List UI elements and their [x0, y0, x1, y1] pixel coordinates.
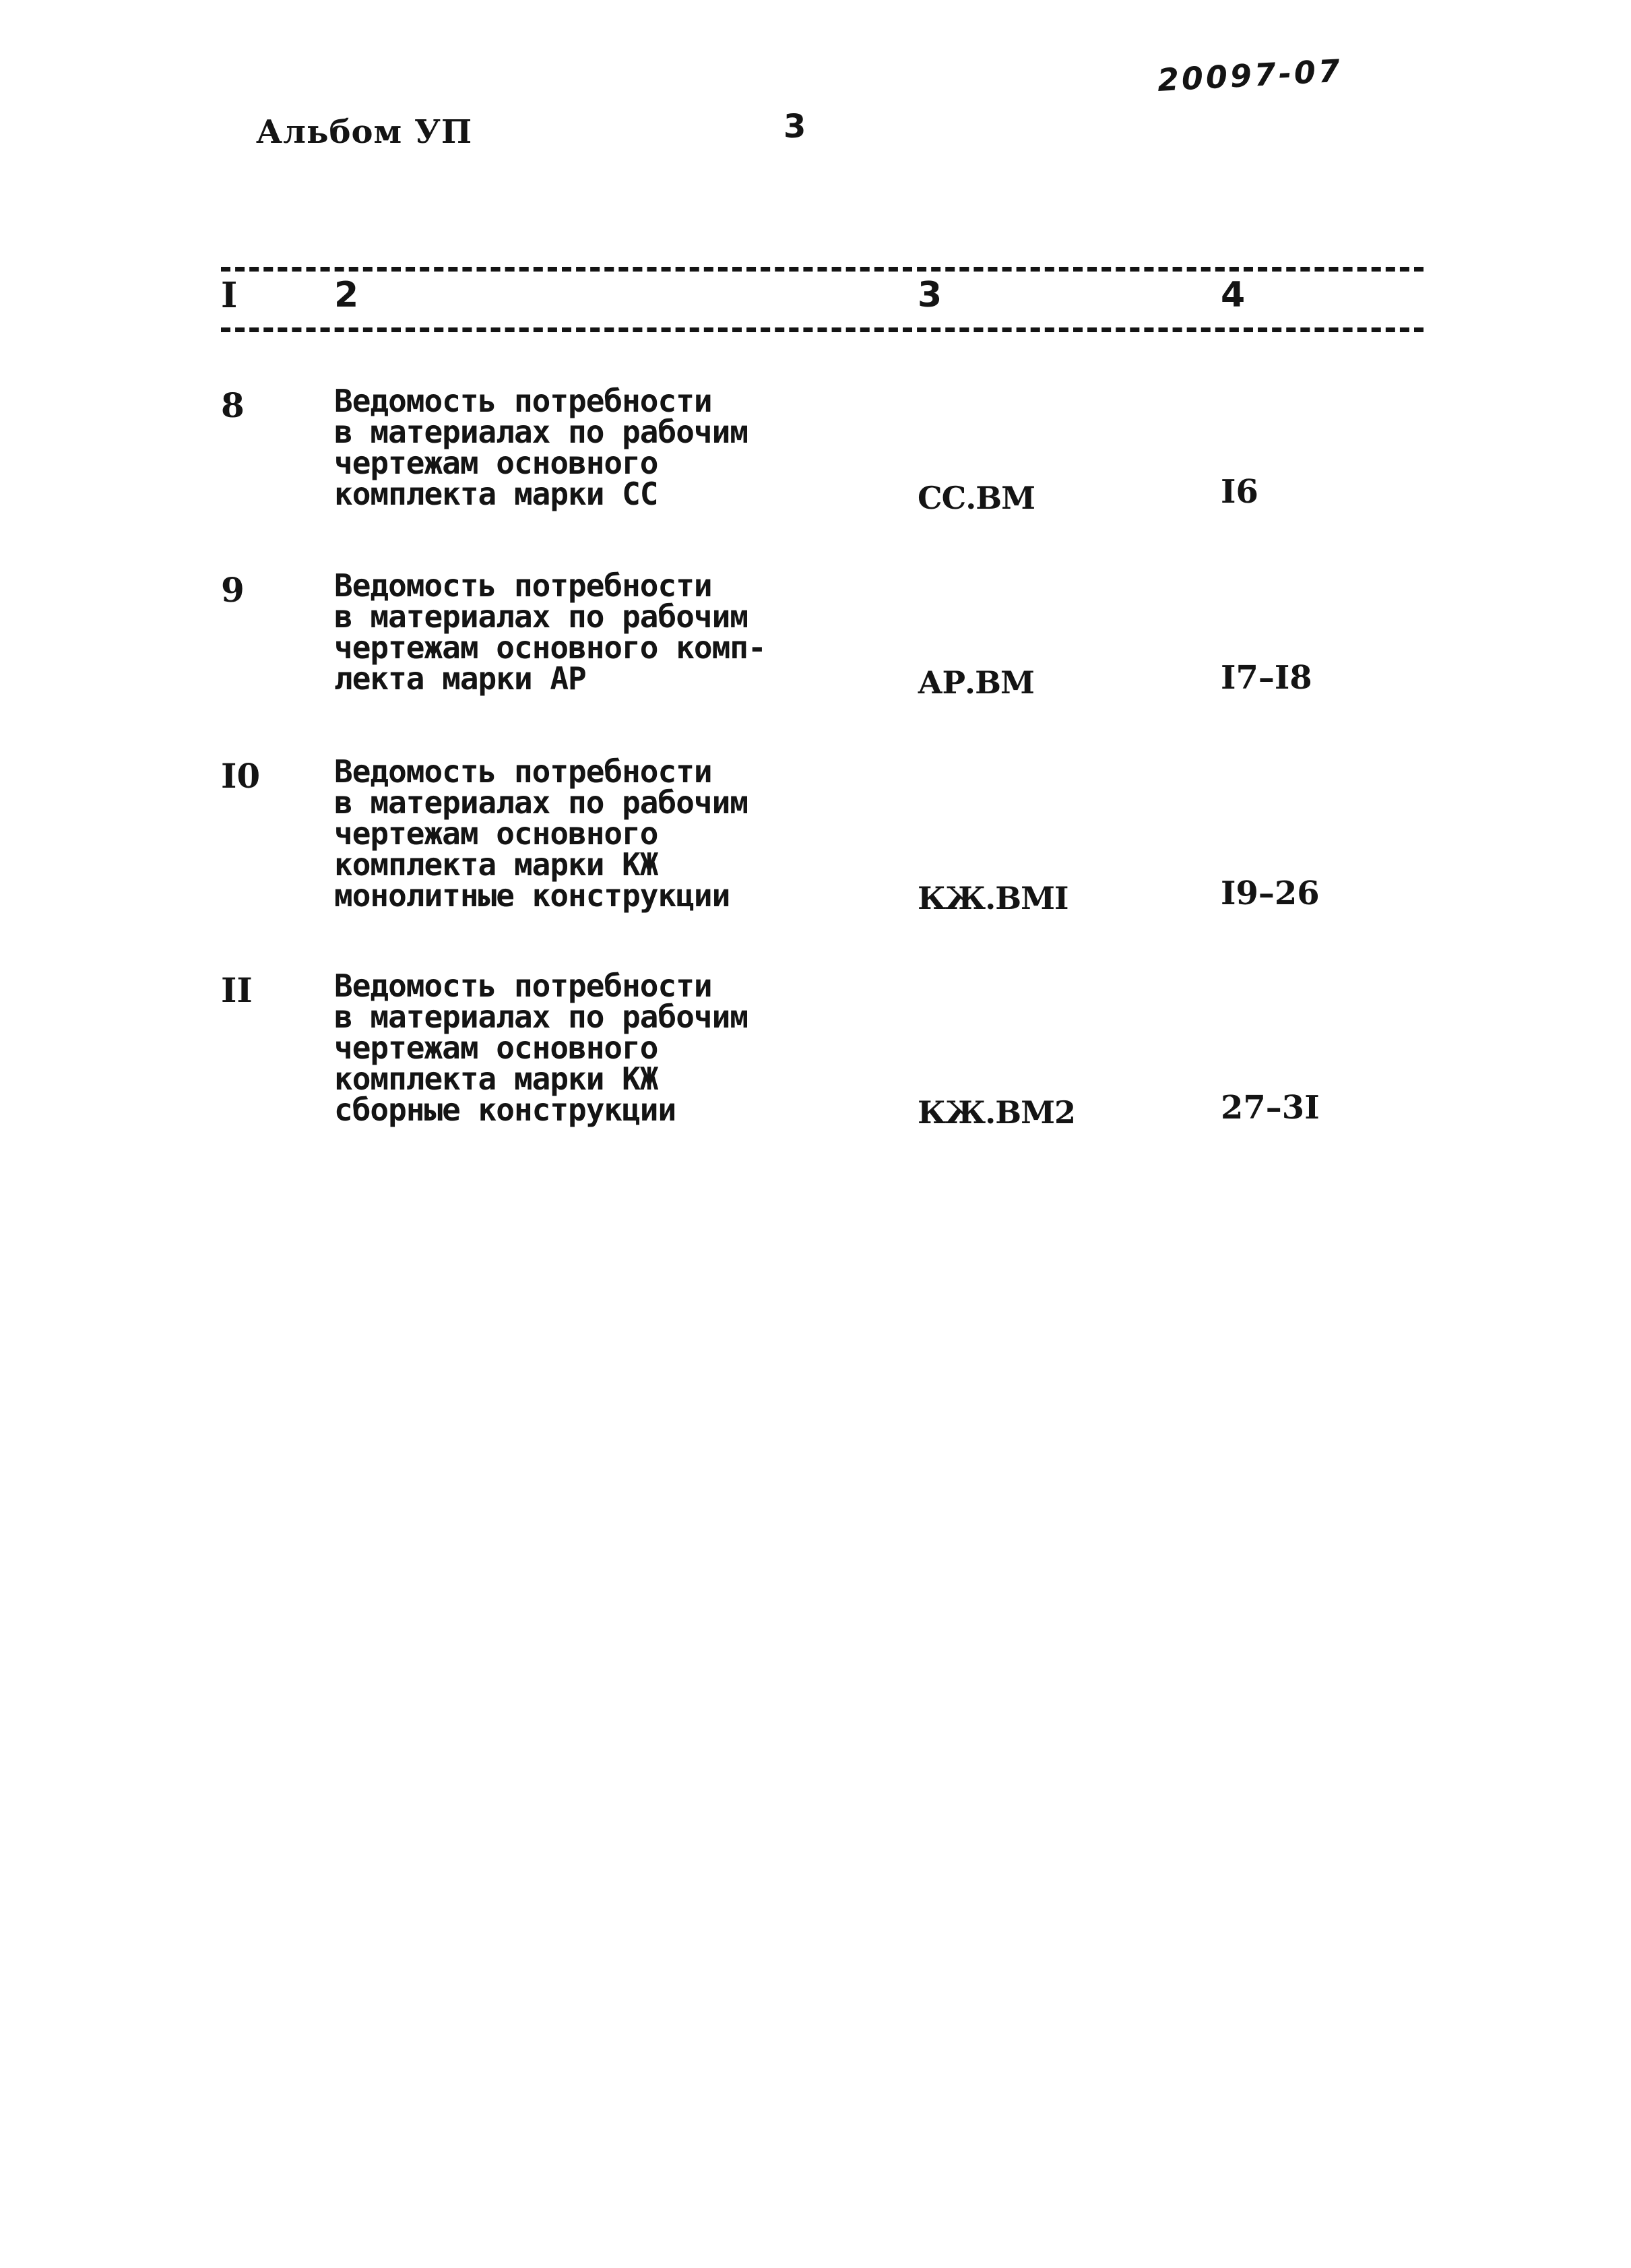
description-line: чертежам основного — [334, 1030, 658, 1066]
description-line: лекта марки АР — [334, 660, 586, 697]
description-line: в материалах по рабочим — [334, 414, 748, 450]
row-number: II — [221, 970, 253, 1010]
column-header-2: 2 — [334, 275, 359, 315]
description-line: монолитные конструкции — [334, 877, 730, 914]
row-mark: СС.ВМ — [918, 480, 1035, 516]
row-description — [334, 753, 819, 914]
album-title: Альбом УП — [256, 113, 473, 151]
description-line: комплекта марки КЖ — [334, 846, 658, 883]
description-line: в материалах по рабочим — [334, 999, 748, 1035]
table-header-dashed-rule — [221, 327, 1424, 332]
row-mark: АР.ВМ — [918, 664, 1034, 701]
row-pages: I6 — [1221, 473, 1258, 511]
description-line: чертежам основного — [334, 445, 658, 481]
row-number: I0 — [221, 756, 261, 796]
row-number: 8 — [221, 385, 245, 425]
description-line: чертежам основного комп- — [334, 629, 766, 666]
description-line: комплекта марки СС — [334, 476, 658, 512]
description-line: в материалах по рабочим — [334, 598, 748, 635]
row-description — [334, 383, 819, 512]
row-pages: I9–26 — [1221, 875, 1320, 912]
table-top-dashed-rule — [221, 267, 1424, 272]
description-line: Ведомость потребности — [334, 383, 712, 419]
column-header-1: I — [221, 275, 238, 316]
description-line: Ведомость потребности — [334, 567, 712, 604]
row-pages: I7–I8 — [1221, 659, 1312, 697]
description-line: в материалах по рабочим — [334, 784, 748, 821]
row-mark: КЖ.ВМ2 — [918, 1094, 1076, 1131]
description-line: чертежам основного — [334, 815, 658, 852]
column-header-3: 3 — [918, 275, 942, 315]
description-line: комплекта марки КЖ — [334, 1061, 658, 1097]
description-line: Ведомость потребности — [334, 968, 712, 1004]
row-description — [334, 567, 819, 697]
page-number: 3 — [783, 108, 806, 146]
description-line: сборные конструкции — [334, 1092, 676, 1128]
row-description — [334, 968, 819, 1128]
column-header-4: 4 — [1221, 275, 1246, 315]
handwritten-doc-code: 20097-07 — [1156, 52, 1344, 98]
row-number: 9 — [221, 570, 245, 610]
row-mark: КЖ.ВМI — [918, 880, 1068, 916]
row-pages: 27–3I — [1221, 1089, 1320, 1127]
description-line: Ведомость потребности — [334, 753, 712, 790]
